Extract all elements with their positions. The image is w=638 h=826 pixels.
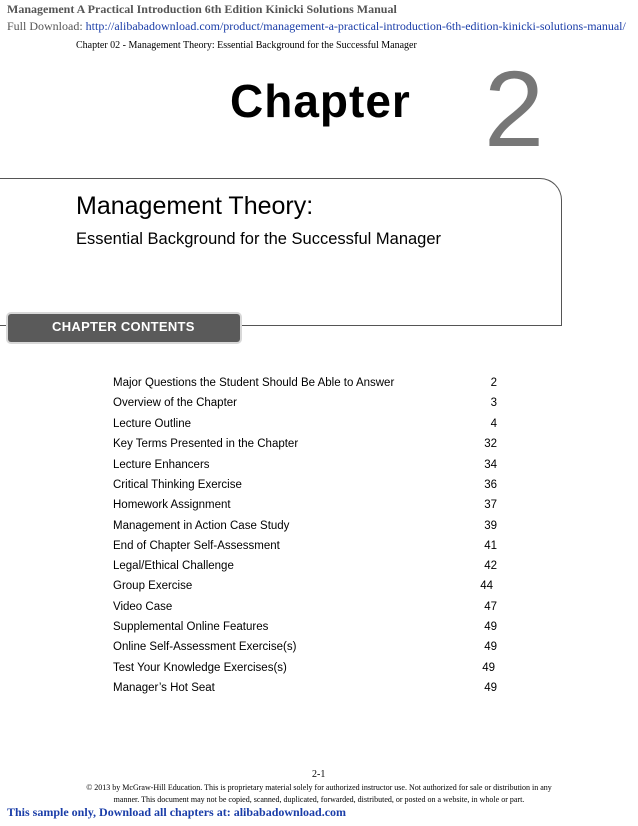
toc-item-page: 42 (484, 560, 497, 572)
toc-item-label: Lecture Enhancers (113, 459, 210, 471)
toc-item-page: 49 (484, 641, 497, 653)
toc-item-label: Lecture Outline (113, 418, 191, 430)
toc-item-label: Video Case (113, 601, 173, 613)
toc-item[interactable] (113, 520, 497, 540)
toc-item[interactable] (113, 580, 497, 600)
toc-item-page: 3 (490, 397, 497, 409)
copyright-notice (0, 782, 638, 806)
toc-item-page: 4 (490, 418, 497, 430)
chapter-heading-word: Chapter (230, 75, 411, 127)
toc-item[interactable] (113, 682, 497, 702)
banner-download-row (7, 19, 626, 34)
toc-item-page: 39 (484, 520, 497, 532)
toc-item-label: Legal/Ethical Challenge (113, 560, 234, 572)
toc-item-label: Homework Assignment (113, 499, 231, 511)
toc-item-page: 2 (490, 377, 497, 389)
copyright-line: manner. This document may not be copied, scanned, duplicated, forwarded, distributed, or posted on a website, in whole or part. (113, 795, 525, 804)
toc-item[interactable] (113, 560, 497, 580)
toc-item-label: Online Self-Assessment Exercise(s) (113, 641, 297, 653)
toc-item[interactable] (113, 641, 497, 661)
toc-item-label: Key Terms Presented in the Chapter (113, 438, 299, 450)
chapter-subtitle: Essential Background for the Successful Manager (76, 230, 442, 248)
toc-item-label: Manager’s Hot Seat (113, 682, 215, 694)
page-number: 2-1 (312, 769, 326, 780)
toc-item-label: Critical Thinking Exercise (113, 479, 242, 491)
toc-item-page: 41 (484, 540, 497, 552)
download-prefix: Full Download: (7, 19, 86, 33)
toc-item[interactable] (113, 540, 497, 560)
download-link[interactable]: http://alibabadownload.com/product/management-a-practical-introduction-6th-edition-kinicki-solutions-manual/ (85, 19, 626, 33)
toc-item[interactable] (113, 479, 497, 499)
toc-item[interactable] (113, 459, 497, 479)
toc-item[interactable] (113, 377, 497, 397)
toc-item-page: 34 (484, 459, 497, 471)
toc-item-page: 49 (482, 662, 495, 674)
chapter-title: Management Theory: (76, 192, 314, 220)
chapter-number: 2 (484, 48, 545, 169)
toc-item-page: 49 (484, 621, 497, 633)
toc-item-label: Supplemental Online Features (113, 621, 269, 633)
toc-item-page: 37 (484, 499, 497, 511)
toc-item-page: 49 (484, 682, 497, 694)
toc-item[interactable] (113, 438, 497, 458)
toc-item[interactable] (113, 621, 497, 641)
copyright-line: © 2013 by McGraw-Hill Education. This is proprietary material solely for authorized instructor use. Not authorized for sale or distribution in any (86, 783, 552, 792)
toc-item[interactable] (113, 397, 497, 417)
toc-item-page: 47 (484, 601, 497, 613)
toc-item-page: 36 (484, 479, 497, 491)
download-cta[interactable]: This sample only, Download all chapters at: alibabadownload.com (7, 805, 347, 819)
toc-item-label: Group Exercise (113, 580, 193, 592)
toc-item-page: 32 (484, 438, 497, 450)
running-header: Chapter 02 - Management Theory: Essential Background for the Successful Manager (76, 40, 417, 51)
toc-item-label: Management in Action Case Study (113, 520, 290, 532)
toc-item[interactable] (113, 601, 497, 621)
toc-item[interactable] (113, 418, 497, 438)
toc-item-page: 44 (480, 580, 493, 592)
toc-item[interactable] (113, 662, 497, 682)
toc-item-label: Major Questions the Student Should Be Able to Answer (113, 377, 395, 389)
toc-item-label: Test Your Knowledge Exercises(s) (113, 662, 287, 674)
toc-item-label: Overview of the Chapter (113, 397, 238, 409)
toc-item[interactable] (113, 499, 497, 519)
toc-item-label: End of Chapter Self-Assessment (113, 540, 280, 552)
banner-title: Management A Practical Introduction 6th Edition Kinicki Solutions Manual (7, 2, 397, 16)
contents-heading: CHAPTER CONTENTS (52, 319, 195, 334)
